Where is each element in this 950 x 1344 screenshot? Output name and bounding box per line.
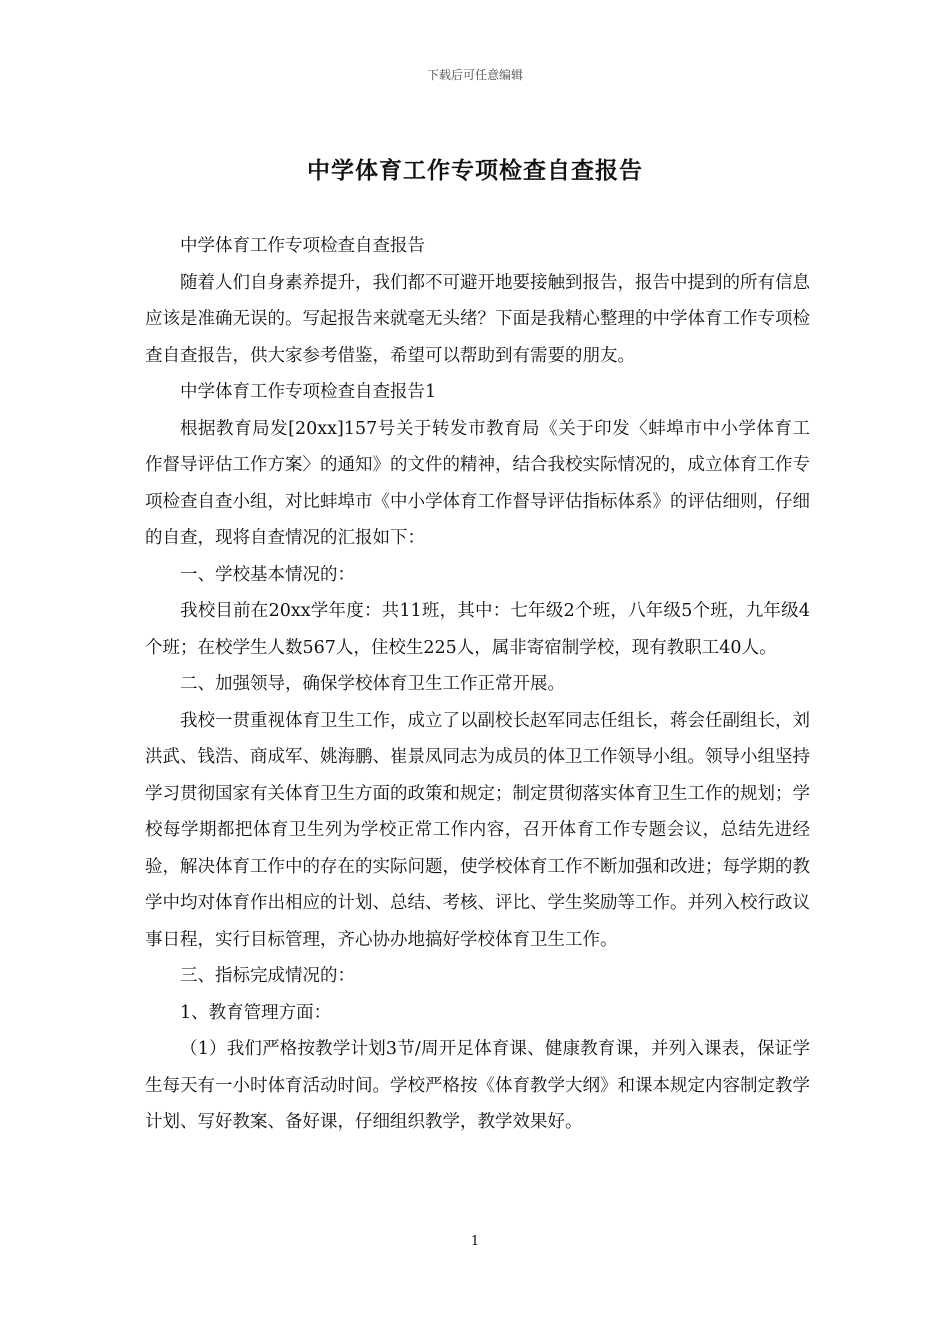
paragraph-subtitle: 中学体育工作专项检查自查报告 (180, 236, 425, 256)
paragraph-teaching-plan: （1）我们严格按教学计划3节/周开足体育课、健康教育课，并列入课表，保证学生每天有一小时体育活动时间。学校严格按《体育教学大纲》和课本规定内容制定教学计划、写好教案、备好课，仔细组织教学，教学效果好。 (145, 1039, 810, 1132)
paragraph-school-info: 我校目前在20xx学年度：共11班，其中：七年级2个班，八年级5个班，九年级4个班；在校学生人数567人，住校生225人，属非寄宿制学校，现有教职工40人。 (145, 601, 810, 658)
document-body (145, 228, 810, 1141)
subsection-heading-1: 1、教育管理方面： (180, 1002, 332, 1023)
paragraph-intro: 随着人们自身素养提升，我们都不可避开地要接触到报告，报告中提到的所有信息应该是准确无误的。写起报告来就毫无头绪？下面是我精心整理的中学体育工作专项检查自查报告，供大家参考借鉴，希望可以帮助到有需要的朋友。 (145, 272, 810, 366)
section-heading-2: 二、加强领导，确保学校体育卫生工作正常开展。 (180, 674, 565, 694)
paragraph-report-heading: 中学体育工作专项检查自查报告1 (180, 382, 437, 402)
section-heading-3: 三、指标完成情况的： (180, 966, 355, 986)
header-note: 下载后可任意编辑 (426, 68, 523, 82)
document-title: 中学体育工作专项检查自查报告 (307, 157, 643, 184)
paragraph-leadership: 我校一贯重视体育卫生工作，成立了以副校长赵军同志任组长，蒋会任副组长，刘洪武、钱浩、商成军、姚海鹏、崔景凤同志为成员的体卫工作领导小组。领导小组坚持学习贯彻国家有关体育卫生方面的政策和规定；制定贯彻落实体育卫生工作的规划；学校每学期都把体育卫生列为学校正常工作内容，召开体育工作专题会议，总结先进经验，解决体育工作中的存在的实际问题，使学校体育工作不断加强和改进；每学期的教学中均对体育作出相应的计划、总结、考核、评比、学生奖励等工作。并列入校行政议事日程，实行目标管理，齐心协办地搞好学校体育卫生工作。 (145, 710, 810, 950)
section-heading-1: 一、学校基本情况的： (180, 564, 355, 585)
paragraph-basis: 根据教育局发[20xx]157号关于转发市教育局《关于印发〈蚌埠市中小学体育工作督导评估工作方案〉的通知》的文件的精神，结合我校实际情况的，成立体育工作专项检查自查小组，对比蚌埠市《中小学体育工作督导评估指标体系》的评估细则，仔细的自查，现将自查情况的汇报如下： (145, 418, 810, 548)
page-number: 1 (470, 1234, 480, 1249)
